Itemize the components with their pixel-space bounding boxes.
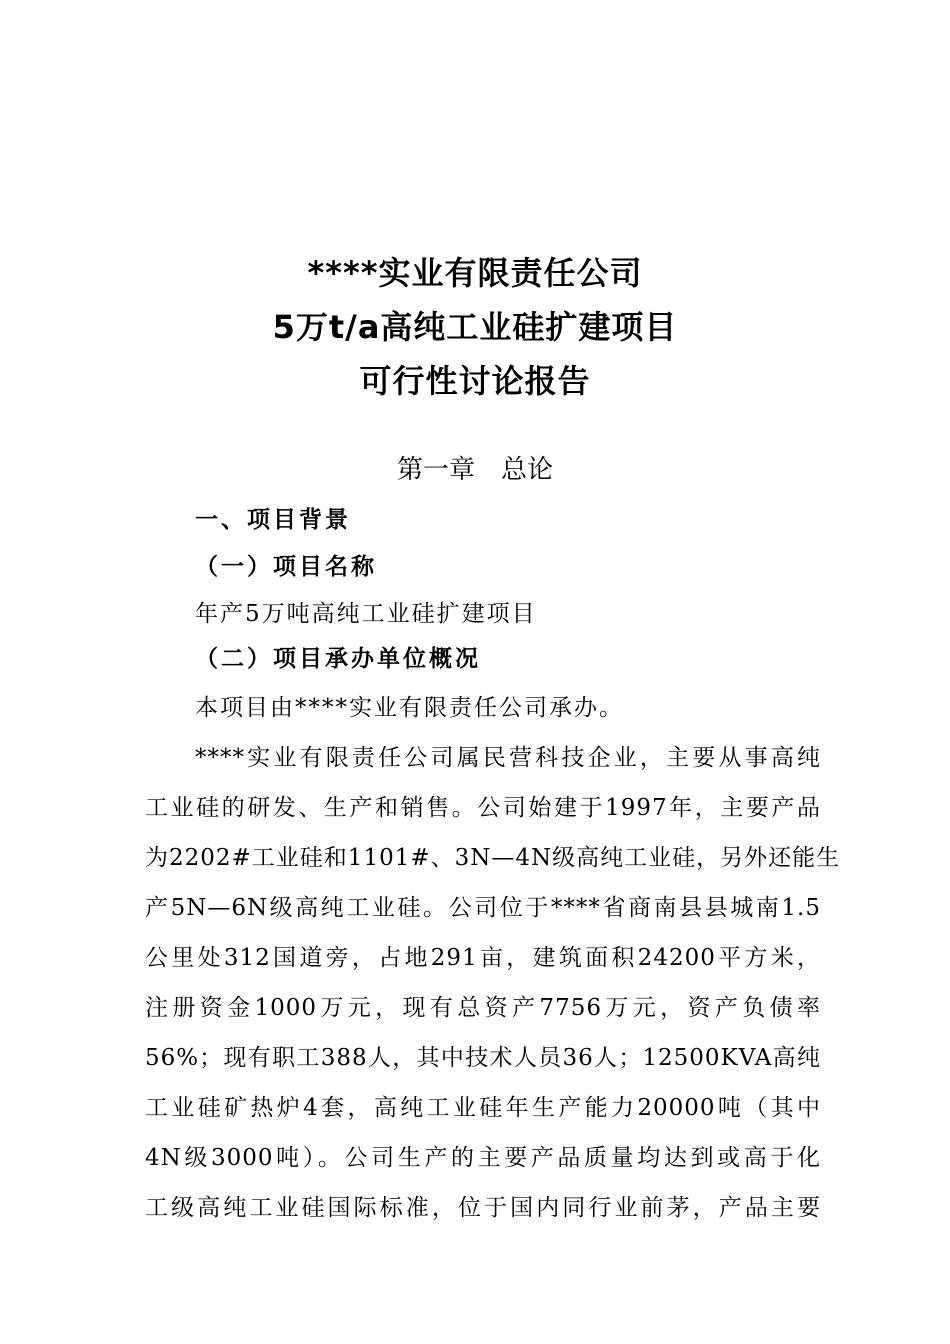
paragraph-line: 为2202#工业硅和1101#、3N—4N级高纯工业硅，另外还能生 xyxy=(145,845,841,871)
paragraph-line: 注册资金1000万元，现有总资产7756万元，资产负债率 xyxy=(145,995,821,1021)
title-company-line: ****实业有限责任公司 xyxy=(307,254,643,292)
paragraph-line: 工业硅的研发、生产和销售。公司始建于1997年，主要产品 xyxy=(145,795,821,821)
paragraph-line: 产5N—6N级高纯工业硅。公司位于****省商南县县城南1.5 xyxy=(145,895,821,921)
undertaking-unit-text: 本项目由****实业有限责任公司承办。 xyxy=(195,695,624,721)
paragraph-line: 公里处312国道旁，占地291亩，建筑面积24200平方米， xyxy=(145,945,821,971)
section-heading-background: 一、项目背景 xyxy=(195,507,351,533)
project-name-text: 年产5万吨高纯工业硅扩建项目 xyxy=(195,601,537,627)
title-report-line: 可行性讨论报告 xyxy=(359,362,591,400)
paragraph-line: 工级高纯工业硅国际标准，位于国内同行业前茅，产品主要 xyxy=(145,1195,821,1221)
paragraph-line: 56%；现有职工388人，其中技术人员36人；12500KVA高纯 xyxy=(145,1045,821,1071)
chapter-heading: 第一章 总论 xyxy=(396,455,553,485)
title-project-line: 5万t/a高纯工业硅扩建项目 xyxy=(272,308,678,346)
paragraph-line: ****实业有限责任公司属民营科技企业，主要从事高纯 xyxy=(195,745,821,771)
paragraph-line: 工业硅矿热炉4套，高纯工业硅年生产能力20000吨（其中 xyxy=(145,1095,821,1121)
subsection-heading-project-name: （一）项目名称 xyxy=(195,554,377,580)
report-title xyxy=(0,246,950,408)
subsection-heading-undertaking-unit: （二）项目承办单位概况 xyxy=(195,646,481,672)
paragraph-line: 4N级3000吨）。公司生产的主要产品质量均达到或高于化 xyxy=(145,1145,821,1171)
